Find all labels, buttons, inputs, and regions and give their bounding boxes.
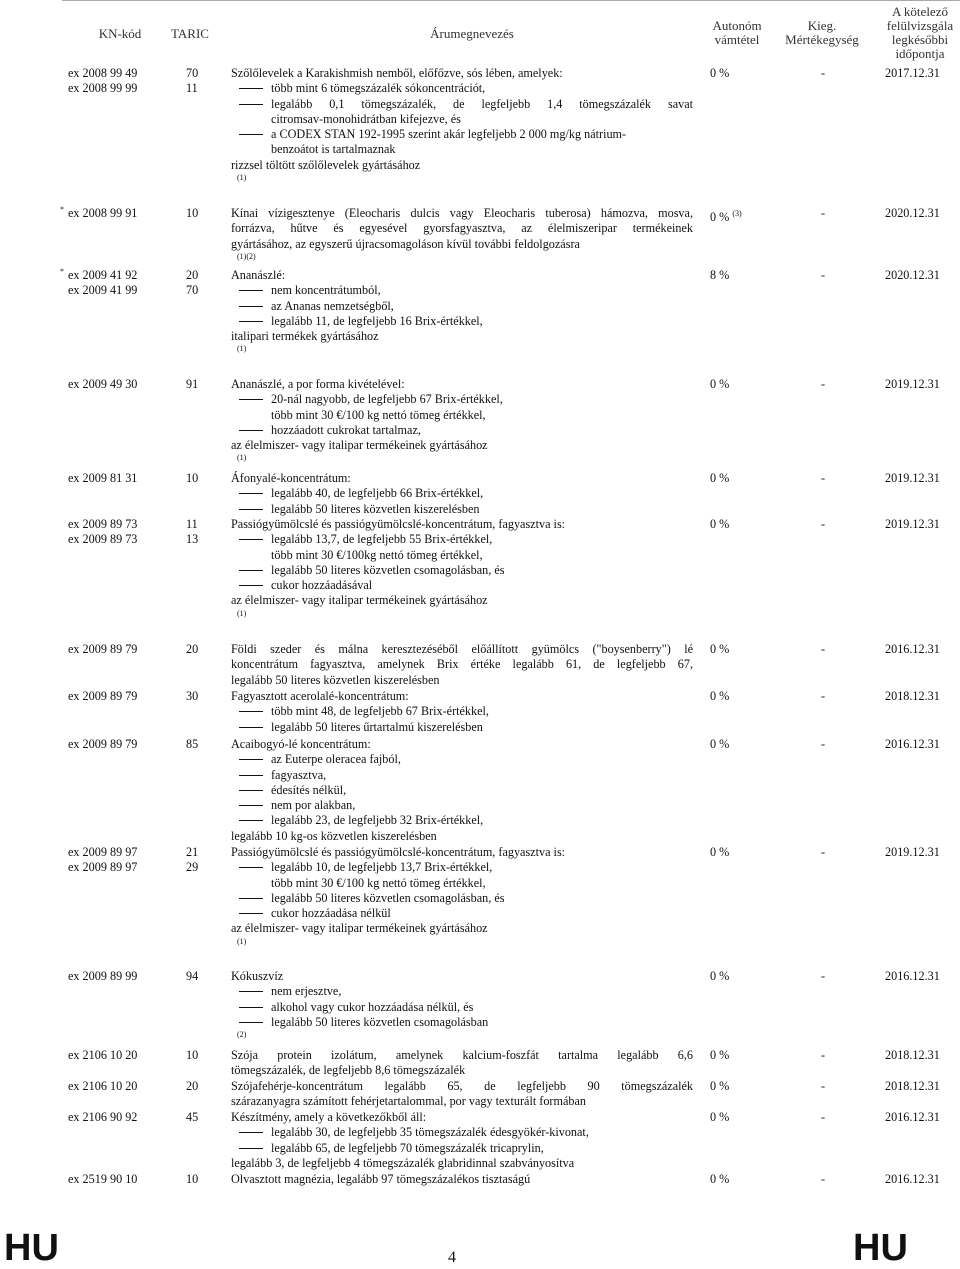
kn-code <box>68 969 178 984</box>
footnote-ref: (1) <box>237 608 247 618</box>
text-line: 91 <box>186 377 199 391</box>
text-line: nem erjesztve, <box>231 984 693 999</box>
text-line: Passiógyümölcslé és passiógyümölcslé-koncentrátum, fagyasztva is: <box>231 845 566 859</box>
kn-code <box>68 1079 178 1094</box>
footnote-ref: (1) <box>237 453 247 463</box>
text-line: 45 <box>186 1110 199 1124</box>
text-line: ex 2106 10 20 <box>68 1048 138 1062</box>
duty-rate: 0 % <box>710 1048 730 1062</box>
text-line: alkohol vagy cukor hozzáadása nélkül, és <box>231 1000 693 1015</box>
text-line: fagyasztva, <box>231 768 693 783</box>
footnote-ref: (1) <box>237 344 247 354</box>
duty-rate: 0 % <box>710 1079 730 1093</box>
taric-code <box>186 737 216 752</box>
text-line: 11 <box>186 517 198 531</box>
supplementary-unit: - <box>821 1172 826 1186</box>
kn-code <box>60 267 178 299</box>
text-line: több mint 6 tömegszázalék sókoncentrációt, <box>231 81 693 96</box>
text-line: Készítmény, amely a következőkből áll: <box>231 1110 427 1124</box>
review-date: 2020.12.31 <box>885 268 940 282</box>
text-line: ex 2106 90 92 <box>68 1110 138 1124</box>
supplementary-unit: - <box>821 845 826 859</box>
kn-code <box>68 845 178 876</box>
review-date: 2019.12.31 <box>885 517 940 531</box>
supplementary-unit: - <box>821 1079 826 1093</box>
text-line: cukor hozzáadásával <box>231 578 693 593</box>
description <box>231 268 693 353</box>
text-line: ex 2009 49 30 <box>68 377 138 391</box>
text-line: 20 <box>186 1079 199 1093</box>
description <box>231 471 693 517</box>
text-line: legalább 23, de legfeljebb 32 Brix-értékkel, <box>231 813 693 828</box>
text-line: ex 2009 89 73 <box>68 532 138 547</box>
text-line: legalább 3, de legfeljebb 4 tömegszázalék glabridinnal szabványosítva <box>231 1155 575 1170</box>
text-line: Szőlőlevelek a Karakishmish nemből, előfőzve, sós lében, amelyek: <box>231 66 563 80</box>
supplementary-unit: - <box>821 642 826 656</box>
text-line: gyártásához, az egyszerű újracsomagoláson kívül további feldolgozásra <box>231 236 580 251</box>
text-line: Szója protein izolátum, amelynek kalcium-foszfát tartalma legalább 6,6 <box>231 1048 693 1062</box>
text-line: Szójafehérje-koncentrátum legalább 65, de legfeljebb 90 tömegszázalék <box>231 1079 693 1093</box>
supplementary-unit: - <box>821 66 826 80</box>
kn-code <box>68 642 178 657</box>
text-line: a CODEX STAN 192-1995 szerint akár legfeljebb 2 000 mg/kg nátrium- <box>231 127 693 142</box>
text-line: az Ananas nemzetségből, <box>231 299 693 314</box>
text-line: édesítés nélkül, <box>231 783 693 798</box>
taric-code <box>186 689 216 704</box>
description <box>231 1079 693 1110</box>
review-date: 2016.12.31 <box>885 1110 940 1124</box>
col-taric: TARIC <box>171 26 209 41</box>
text-line: ex 2009 89 97 <box>68 845 138 859</box>
text-line: Acaibogyó-lé koncentrátum: <box>231 737 371 751</box>
text-line: ex 2009 41 92 <box>68 268 138 282</box>
text-line: ex 2008 99 91 <box>68 206 138 220</box>
duty-rate: 0 % <box>710 471 730 485</box>
text-line: koncentrátum fagyasztva, amelynek Brix értéke legalább 61, de legfeljebb 67, <box>231 657 693 672</box>
review-date: 2017.12.31 <box>885 66 940 80</box>
text-line: Áfonyalé-koncentrátum: <box>231 471 351 485</box>
duty-rate: 0 % <box>710 517 730 531</box>
supplementary-unit: - <box>821 737 826 751</box>
taric-code <box>186 377 216 392</box>
text-line: Olvasztott magnézia, legalább 97 tömegszázalékos tisztaságú <box>231 1172 531 1186</box>
text-line: forrázva, hűtve és egyesével gyorsfagyasztva, az élelmiszeripar termékeinek <box>231 221 693 236</box>
text-line: legalább 50 literes közvetlen csomagolásban <box>231 1015 693 1030</box>
taric-code <box>186 969 216 984</box>
text-line: ex 2008 99 99 <box>68 81 138 96</box>
description <box>231 377 693 462</box>
text-line: 29 <box>186 860 199 875</box>
footnote-ref: (2) <box>237 1030 247 1040</box>
taric-code <box>186 206 216 221</box>
text-line: 10 <box>186 471 199 485</box>
text-line: ex 2009 89 79 <box>68 737 138 751</box>
kn-code <box>68 1048 178 1063</box>
text-line: 85 <box>186 737 199 751</box>
table-header <box>62 4 960 62</box>
footnote-ref: (1) <box>237 173 247 183</box>
supplementary-unit: - <box>821 206 826 220</box>
text-line: legalább 11, de legfeljebb 16 Brix-értékkel, <box>231 314 693 329</box>
text-line: 30 <box>186 689 199 703</box>
footer-language-left: HU <box>4 1227 59 1269</box>
text-line: ex 2008 99 49 <box>68 66 138 80</box>
description <box>231 206 693 261</box>
duty-rate: 0 % <box>710 737 730 751</box>
review-date: 2019.12.31 <box>885 377 940 391</box>
text-line: ex 2009 89 73 <box>68 517 138 531</box>
text-line: az élelmiszer- vagy italipar termékeinek gyártásához <box>231 438 488 453</box>
text-line: legalább 50 literes közvetlen kiszerelésben <box>231 672 440 687</box>
review-date: 2018.12.31 <box>885 689 940 703</box>
text-line: citromsav-monohidrátban kifejezve, és <box>271 111 461 126</box>
taric-code <box>186 66 216 97</box>
duty-rate: 0 % <box>710 1172 730 1186</box>
text-line: hozzáadott cukrokat tartalmaz, <box>231 423 693 438</box>
text-line: 21 <box>186 845 199 859</box>
text-line: több mint 30 €/100kg nettó tömeg értékkel, <box>271 547 483 562</box>
description <box>231 737 693 844</box>
review-date: 2019.12.31 <box>885 845 940 859</box>
footer-language-right: HU <box>853 1227 908 1269</box>
text-line: ex 2519 90 10 <box>68 1172 138 1186</box>
text-line: 94 <box>186 969 199 983</box>
text-line: az élelmiszer- vagy italipar termékeinek gyártásához <box>231 921 488 936</box>
taric-code <box>186 268 216 299</box>
review-date: 2018.12.31 <box>885 1079 940 1093</box>
taric-code <box>186 1079 216 1094</box>
supplementary-unit: - <box>821 268 826 282</box>
text-line: nem koncentrátumból, <box>231 283 693 298</box>
description <box>231 689 693 735</box>
text-line: 10 <box>186 206 199 220</box>
duty-rate: 0 % <box>710 1110 730 1124</box>
review-date: 2016.12.31 <box>885 737 940 751</box>
kn-code <box>68 737 178 752</box>
taric-code <box>186 845 216 876</box>
text-line: több mint 30 €/100 kg nettó tömeg értékkel, <box>271 875 486 890</box>
col-kn-code: KN-kód <box>98 26 142 41</box>
text-line: legalább 10, de legfeljebb 13,7 Brix-értékkel, <box>231 860 693 875</box>
col-description: Árumegnevezés <box>430 26 514 41</box>
duty-rate: 0 % <box>710 377 730 391</box>
text-line: legalább 13,7, de legfeljebb 55 Brix-értékkel, <box>231 532 693 547</box>
review-date: 2019.12.31 <box>885 471 940 485</box>
text-line: 11 <box>186 81 198 96</box>
text-line: Ananászlé: <box>231 268 286 282</box>
review-date: 2016.12.31 <box>885 642 940 656</box>
text-line: ex 2009 89 97 <box>68 860 138 875</box>
description <box>231 1172 693 1187</box>
text-line: 20-nál nagyobb, de legfeljebb 67 Brix-értékkel, <box>231 392 693 407</box>
text-line: cukor hozzáadása nélkül <box>231 906 693 921</box>
description <box>231 1048 693 1079</box>
description <box>231 1110 693 1171</box>
text-line: benzoátot is tartalmaznak <box>271 142 396 157</box>
asterisk-mark: * <box>60 267 64 276</box>
duty-rate: 0 % <box>710 689 730 703</box>
duty-rate: 0 % <box>710 969 730 983</box>
text-line: több mint 30 €/100 kg nettó tömeg értékkel, <box>271 407 486 422</box>
kn-code <box>68 689 178 704</box>
text-line: 10 <box>186 1172 199 1186</box>
kn-code <box>60 205 178 221</box>
text-line: ex 2009 89 79 <box>68 642 138 656</box>
col-unit: Kieg. Mértékegység <box>785 18 859 47</box>
supplementary-unit: - <box>821 377 826 391</box>
col-duty: Autonóm vámtétel <box>712 18 762 47</box>
text-line: az Euterpe oleracea fajból, <box>231 752 693 767</box>
taric-code <box>186 1110 216 1125</box>
text-line: 10 <box>186 1048 199 1062</box>
text-line: 13 <box>186 532 199 547</box>
text-line: Földi szeder és málna keresztezéséből előállított gyümölcs ("boysenberry") lé <box>231 642 693 656</box>
text-line: az élelmiszer- vagy italipar termékeinek gyártásához <box>231 593 488 608</box>
header-top-rule <box>62 0 960 1</box>
text-line: legalább 50 literes közvetlen csomagolásban, és <box>231 891 693 906</box>
kn-code <box>68 66 178 97</box>
duty-rate: 8 % <box>710 268 730 282</box>
text-line: 70 <box>186 283 199 298</box>
text-line: legalább 10 kg-os közvetlen kiszerelésben <box>231 828 437 843</box>
text-line: legalább 30, de legfeljebb 35 tömegszázalék édesgyökér-kivonat, <box>231 1125 693 1140</box>
text-line: 20 <box>186 268 199 282</box>
taric-code <box>186 1048 216 1063</box>
duty-rate: 0 % <box>710 845 730 859</box>
duty-rate: 0 % <box>710 66 730 80</box>
review-date: 2018.12.31 <box>885 1048 940 1062</box>
text-line: rizzsel töltött szőlőlevelek gyártásához <box>231 157 421 172</box>
supplementary-unit: - <box>821 471 826 485</box>
footnote-ref: (1)(2) <box>237 251 256 261</box>
kn-code <box>68 517 178 548</box>
taric-code <box>186 517 216 548</box>
page-number: 4 <box>448 1249 456 1266</box>
text-line: legalább 65, de legfeljebb 70 tömegszázalék tricaprylin, <box>231 1141 693 1156</box>
supplementary-unit: - <box>821 517 826 531</box>
text-line: tömegszázalék, de legfeljebb 8,6 tömegszázalék <box>231 1063 466 1078</box>
text-line: nem por alakban, <box>231 798 693 813</box>
text-line: ex 2106 10 20 <box>68 1079 138 1093</box>
kn-code <box>68 1172 178 1187</box>
supplementary-unit: - <box>821 1110 826 1124</box>
review-date: 2020.12.31 <box>885 206 940 220</box>
taric-code <box>186 471 216 486</box>
text-line: 70 <box>186 66 199 80</box>
text-line: Kókuszvíz <box>231 969 284 983</box>
text-line: italipari termékek gyártásához <box>231 329 379 344</box>
text-line: szárazanyagra számított fehérjetartalommal, por vagy texturált formában <box>231 1094 586 1109</box>
footnote-ref: (1) <box>237 936 247 946</box>
review-date: 2016.12.31 <box>885 969 940 983</box>
duty-rate: 0 % $^{(3)}$ <box>710 209 742 225</box>
duty-rate: 0 % <box>710 642 730 656</box>
description <box>231 969 693 1039</box>
taric-code <box>186 642 216 657</box>
text-line: ex 2009 89 79 <box>68 689 138 703</box>
description <box>231 642 693 688</box>
supplementary-unit: - <box>821 1048 826 1062</box>
supplementary-unit: - <box>821 689 826 703</box>
text-line: Passiógyümölcslé és passiógyümölcslé-koncentrátum, fagyasztva is: <box>231 517 566 531</box>
kn-code <box>68 377 178 392</box>
kn-code <box>68 1110 178 1125</box>
text-line: ex 2009 81 31 <box>68 471 138 485</box>
col-review-date: A kötelező felülvizsgála legkésőbbi időpontja <box>886 4 954 61</box>
supplementary-unit: - <box>821 969 826 983</box>
text-line: 20 <box>186 642 199 656</box>
description <box>231 517 693 618</box>
text-line: legalább 50 literes űrtartalmú kiszerelésben <box>231 720 693 735</box>
text-line: Kínai vízigesztenye (Eleocharis dulcis vagy Eleocharis tuberosa) hámozva, mosva, <box>231 206 693 220</box>
description <box>231 66 693 182</box>
text-line: ex 2009 89 99 <box>68 969 138 983</box>
text-line: legalább 50 literes közvetlen csomagolásban, és <box>231 563 693 578</box>
text-line: Fagyasztott acerolalé-koncentrátum: <box>231 689 409 703</box>
text-line: Ananászlé, a por forma kivételével: <box>231 377 405 391</box>
text-line: ex 2009 41 99 <box>68 283 138 298</box>
description <box>231 845 693 946</box>
taric-code <box>186 1172 216 1187</box>
kn-code <box>68 471 178 486</box>
text-line: legalább 0,1 tömegszázalék, de legfeljebb 1,4 tömegszázalék savat <box>231 97 693 112</box>
text-line: több mint 48, de legfeljebb 67 Brix-értékkel, <box>231 704 693 719</box>
asterisk-mark: * <box>60 205 64 214</box>
text-line: legalább 40, de legfeljebb 66 Brix-értékkel, <box>231 486 693 501</box>
review-date: 2016.12.31 <box>885 1172 940 1186</box>
text-line: legalább 50 literes közvetlen kiszerelésben <box>231 502 693 517</box>
